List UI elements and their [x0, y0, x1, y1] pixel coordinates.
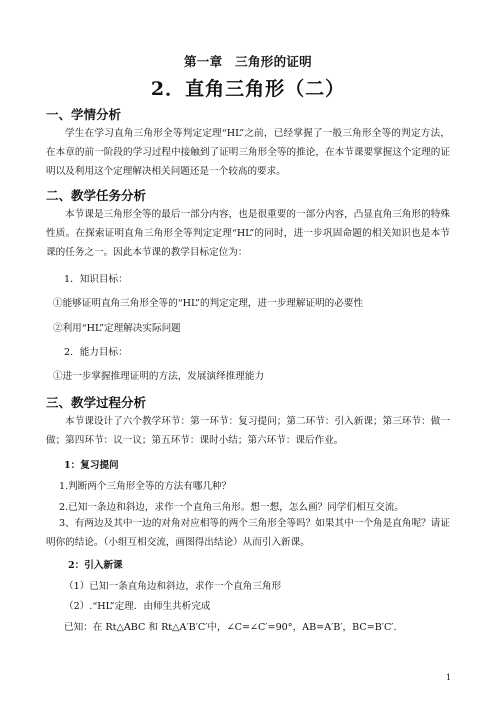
section-heading-task-analysis: 二、教学任务分析	[46, 188, 147, 203]
objective-ability-label: 2．能力目标：	[64, 347, 128, 358]
intro-line: （1）已知一条直角边和斜边，求作一个直角三角形	[64, 581, 282, 592]
subsection-intro-title: 2：引入新课	[68, 560, 123, 571]
lesson-title: 2．直角三角形（二）	[150, 78, 346, 100]
subsection-review-title: 1：复习提问	[64, 460, 119, 471]
section-heading-analysis: 一、学情分析	[46, 107, 122, 122]
intro-line: （2）.“HL”定理．由师生共析完成	[64, 601, 211, 612]
section-heading-process-analysis: 三、教学过程分析	[46, 395, 147, 410]
intro-line: 已知：在 Rt△ABC 和 Rt△A′B′C′中，∠C=∠C′=90°，AB=A′B′，BC=B′C′.	[64, 622, 397, 633]
section-2-paragraph: 本节课是三角形全等的最后一部分内容，也是很重要的一部分内容，凸显直角三角形的特殊性质。在探索证明直角三角形全等判定定理“HL”的同时，进一步巩固命题的相关知识也是本节课的任务之一。因此本节课的教学目标定位为：	[46, 209, 450, 258]
chapter-heading: 第一章 三角形的证明	[183, 54, 312, 69]
section-3-paragraph: 本节课设计了六个教学环节：第一环节：复习提问；第二环节：引入新课；第三环节：做一做；第四环节：议一议；第五环节：课时小结；第六环节：课后作业。	[46, 416, 450, 446]
section-1-paragraph: 学生在学习直角三角形全等判定定理“HL”之前，已经掌握了一般三角形全等的判定方法，在本章的前一阶段的学习过程中接触到了证明三角形全等的推论，在本节课要掌握这个定理的证明以及利用这个定理解决相关问题还是一个较高的要求。	[46, 128, 450, 177]
review-question-paragraph: 3、有两边及其中一边的对角对应相等的两个三角形全等吗？如果其中一个角是直角呢？请证明你的结论。（小组互相交流，画图得出结论）从而引入新课。	[46, 518, 450, 548]
page-number: 1	[446, 673, 452, 682]
review-question: 2.已知一条边和斜边，求作一个直角三角形。想一想，怎么画？同学们相互交流。	[59, 502, 404, 513]
objective-knowledge-label: 1．知识目标：	[64, 274, 128, 285]
objective-item: ①进一步掌握推理证明的方法，发展演绎推理能力	[53, 371, 265, 382]
objective-item: ②利用“HL”定理解决实际问题	[53, 323, 181, 334]
objective-item: ①能够证明直角三角形全等的“HL”的判定定理，进一步理解证明的必要性	[53, 298, 364, 309]
review-question: 1.判断两个三角形全等的方法有哪几种？	[59, 481, 232, 492]
